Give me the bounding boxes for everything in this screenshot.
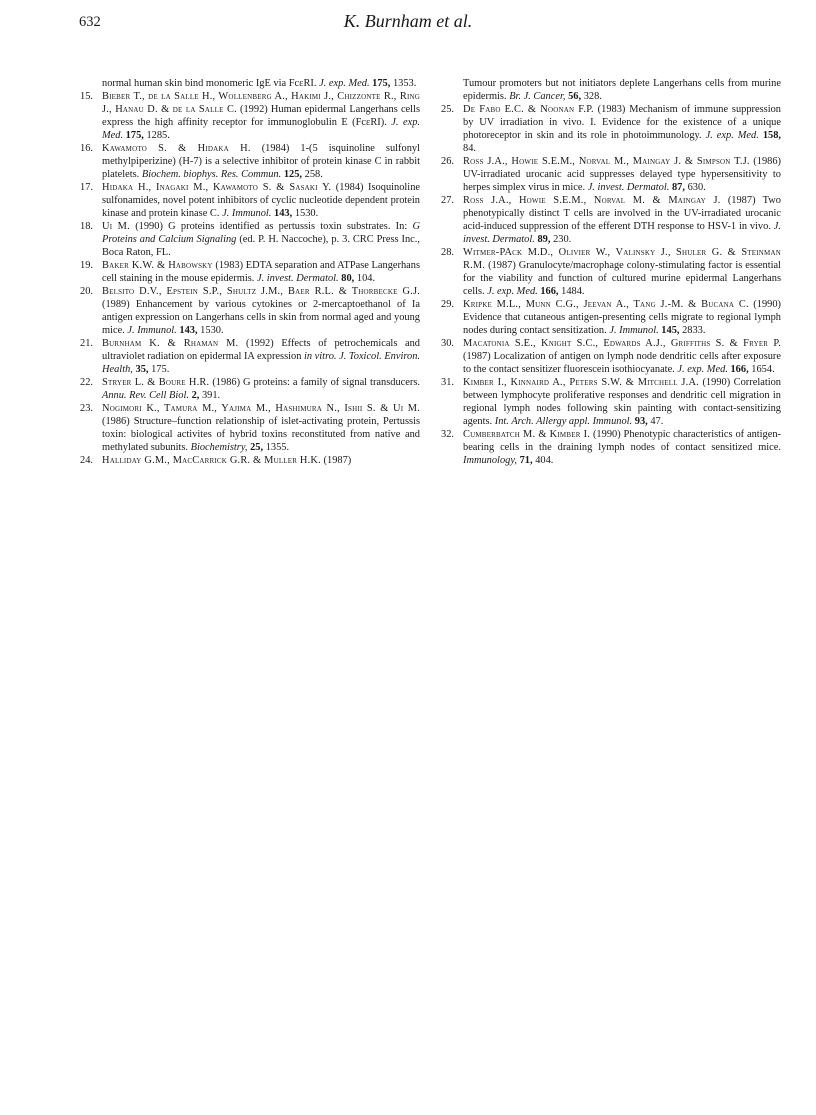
reference-title: (1983) Mechanism of immune suppression by UV irradiation in vivo. I. Evidence for the existence of a unique photoreceptor in skin and its role in photoimmunology. <box>463 104 781 141</box>
reference-pages: 47. <box>650 416 664 427</box>
reference-volume: 93, <box>634 416 648 427</box>
reference-entry <box>80 454 420 467</box>
reference-volume: 166, <box>540 286 559 297</box>
reference-pages: 2833. <box>682 325 706 336</box>
reference-authors: Ross J.A., Howie S.E.M., Norval M. & Maingay J. <box>463 195 721 206</box>
reference-title: (1984) Isoquinoline sulfonamides, novel potent inhibitors of cyclic nucleotide dependent protein kinase and protein kinase C. <box>102 182 420 219</box>
reference-pages: 1654. <box>751 364 775 375</box>
reference-number: 17. <box>80 182 93 193</box>
reference-journal: J. exp. Med. <box>319 78 370 89</box>
reference-authors: Macatonia S.E., Knight S.C., Edwards A.J., Griffiths S. & Fryer P. <box>463 338 781 349</box>
reference-pages: 1285. <box>146 130 170 141</box>
reference-pages: 258. <box>304 169 323 180</box>
reference-number: 24. <box>80 455 93 466</box>
reference-authors: Ui M. <box>102 221 130 232</box>
reference-pages: 1353. <box>392 78 417 89</box>
reference-entry <box>80 90 420 142</box>
reference-entry <box>441 77 781 103</box>
reference-title: (1987) Granulocyte/macrophage colony-stimulating factor is essential for the viability and function of cultured murine epidermal Langerhans cells. <box>463 260 781 297</box>
reference-title: (1989) Enhancement by various cytokines or 2-mercaptoethanol of Ia antigen expression on Langerhans cells in skin from normal aged and young mice. <box>102 299 420 336</box>
reference-journal: J. Immunol. <box>127 325 177 336</box>
reference-volume: 166, <box>730 364 749 375</box>
reference-number: 19. <box>80 260 93 271</box>
reference-title: (1987) <box>323 455 352 466</box>
reference-volume: 2, <box>191 390 200 401</box>
reference-journal: in vitro. J. Toxicol. Environ. Health, <box>102 351 421 375</box>
reference-title: (1992) Effects of petrochemicals and ultraviolet radiation on epidermal IA expression <box>102 338 420 362</box>
reference-authors: Kimber I., Kinnaird A., Peters S.W. & Mitchell J.A. <box>463 377 699 388</box>
reference-number: 23. <box>80 403 93 414</box>
reference-title: (1990) Correlation between lymphocyte proliferative responses and dendritic cell migration in regional lymph nodes following skin painting with contact-sensitizing agents. <box>463 377 781 427</box>
reference-number: 30. <box>441 338 454 349</box>
reference-title: (1992) Human epidermal Langerhans cells express the high affinity receptor for immunoglobulin E (FcεRI). <box>102 104 420 128</box>
reference-volume: 145, <box>661 325 680 336</box>
reference-journal: Biochemistry, <box>190 442 248 453</box>
reference-entry <box>441 298 781 337</box>
reference-entry <box>441 337 781 376</box>
reference-entry <box>80 285 420 337</box>
reference-journal: Annu. Rev. Cell Biol. <box>102 390 189 401</box>
reference-authors: Cumberbatch M. & Kimber I. <box>463 429 591 440</box>
reference-number: 32. <box>441 429 454 440</box>
reference-volume: 143, <box>179 325 198 336</box>
reference-journal: J. invest. Dermatol. <box>587 182 670 193</box>
reference-volume: 56, <box>568 91 582 102</box>
reference-entry <box>441 376 781 428</box>
reference-volume: 35, <box>135 364 149 375</box>
reference-number: 31. <box>441 377 454 388</box>
reference-volume: 158, <box>762 130 781 141</box>
reference-entry <box>80 77 420 90</box>
reference-pages: 175. <box>151 364 170 375</box>
reference-entry <box>441 246 781 298</box>
reference-pages: 84. <box>463 143 476 154</box>
reference-title: (1990) Evidence that cutaneous antigen-presenting cells migrate to regional lymph nodes during contact sensitization. <box>463 299 781 336</box>
reference-title: normal human skin bind monomeric IgE via FcεRI. <box>102 78 317 89</box>
reference-pages: 328. <box>583 91 602 102</box>
reference-entry <box>80 181 420 220</box>
reference-pages: (ed. P. H. Naccoche), p. 3. CRC Press Inc., Boca Raton, FL. <box>102 234 420 258</box>
reference-volume: 87, <box>671 182 685 193</box>
reference-authors: Belsito D.V., Epstein S.P., Shultz J.M., Baer R.L. & Thorbecke G.J. <box>102 286 420 297</box>
reference-number: 20. <box>80 286 93 297</box>
reference-volume: 71, <box>519 455 533 466</box>
reference-number: 22. <box>80 377 93 388</box>
reference-title: (1986) UV-irradiated urocanic acid suppresses delayed type hypersensitivity to herpes simplex virus in mice. <box>463 156 781 193</box>
reference-entry <box>441 428 781 467</box>
reference-pages: 404. <box>535 455 554 466</box>
reference-number: 27. <box>441 195 454 206</box>
reference-volume: 175, <box>372 78 391 89</box>
reference-journal: J. exp. Med. <box>677 364 728 375</box>
reference-journal: Br. J. Cancer, <box>509 91 566 102</box>
reference-authors: Kawamoto S. & Hidaka H. <box>102 143 251 154</box>
reference-entry <box>80 402 420 454</box>
reference-volume: 80, <box>341 273 355 284</box>
reference-authors: Halliday G.M., MacCarrick G.R. & Muller H.K. <box>102 455 321 466</box>
reference-volume: 25, <box>250 442 264 453</box>
reference-journal: J. Immunol. <box>609 325 659 336</box>
reference-entry <box>80 259 420 285</box>
reference-entry <box>441 103 781 155</box>
reference-number: 25. <box>441 104 454 115</box>
reference-journal: Int. Arch. Allergy appl. Immunol. <box>494 416 633 427</box>
reference-title: (1984) 1-(5 isquinoline sulfonyl methylpiperizine) (H-7) is a selective inhibitor of protein kinase C in rabbit platelets. <box>102 143 420 180</box>
reference-pages: 1530. <box>200 325 224 336</box>
reference-journal: J. exp. Med. <box>705 130 759 141</box>
reference-pages: 630. <box>687 182 706 193</box>
reference-journal: J. invest. Dermatol. <box>256 273 339 284</box>
reference-authors: Ross J.A., Howie S.E.M., Norval M., Maingay J. & Simpson T.J. <box>463 156 750 167</box>
reference-number: 28. <box>441 247 454 258</box>
reference-authors: Stryer L. & Boure H.R. <box>102 377 210 388</box>
reference-entry <box>80 337 420 376</box>
reference-authors: Bieber T., de la Salle H., Wollenberg A., Hakimi J., Chizzonte R., Ring J., Hanau D. & de la Salle C. <box>102 91 420 115</box>
reference-title: (1983) EDTA separation and ATPase Langerhans cell staining in the mouse epidermis. <box>102 260 421 284</box>
page-number: 632 <box>79 14 101 30</box>
reference-authors: De Fabo E.C. & Noonan F.P. <box>463 104 594 115</box>
reference-pages: 391. <box>201 390 221 401</box>
reference-volume: 125, <box>283 169 303 180</box>
reference-pages: 1530. <box>294 208 319 219</box>
reference-journal: J. Immunol. <box>222 208 272 219</box>
reference-authors: Baker K.W. & Habowsky <box>102 260 213 271</box>
reference-pages: 1355. <box>265 442 290 453</box>
reference-pages: 104. <box>356 273 376 284</box>
reference-entry <box>80 220 420 259</box>
reference-journal: J. exp. Med. <box>487 286 538 297</box>
right-column <box>441 77 781 467</box>
reference-authors: Witmer-PAck M.D., Olivier W., Valinsky J., Shuler G. & Steinman R.M. <box>463 247 781 271</box>
reference-pages: 230. <box>553 234 572 245</box>
reference-journal: J. invest. Dermatol. <box>463 221 781 245</box>
reference-title: (1987) Localization of antigen on lymph node dendritic cells after exposure to the contact sensitizer fluorescein isothiocyanate. <box>463 351 781 375</box>
reference-number: 15. <box>80 91 93 102</box>
reference-volume: 89, <box>537 234 551 245</box>
running-head: K. Burnham et al. <box>343 11 473 31</box>
reference-entry <box>80 376 420 402</box>
reference-journal: G Proteins and Calcium Signaling <box>102 221 421 245</box>
reference-authors: Nogimori K., Tamura M., Yajima M., Hashimura N., Ishii S. & Ui M. <box>102 403 420 414</box>
reference-title: (1986) Structure–function relationship of islet-activating protein, Pertussis toxin: biological activites of hybrid toxins reconstituted from native and methylated subunits. <box>102 416 420 453</box>
reference-authors: Hidaka H., Inagaki M., Kawamoto S. & Sasaki Y. <box>102 182 332 193</box>
reference-journal: J. exp. Med. <box>102 117 420 141</box>
reference-title: Tumour promoters but not initiators deplete Langerhans cells from murine epidermis. <box>463 78 781 102</box>
reference-title: (1990) Phenotypic characteristics of antigen-bearing cells in the draining lymph nodes of contact sensitized mice. <box>463 429 782 453</box>
reference-title: (1987) Two phenotypically distinct T cells are involved in the UV-irradiated urocanic acid-induced suppression of the efferent DTH response to HSV-1 in vivo. <box>463 195 781 232</box>
reference-pages: 1484. <box>561 286 585 297</box>
reference-entry <box>441 194 781 246</box>
reference-entry <box>80 142 420 181</box>
reference-authors: Burnham K. & Rhaman M. <box>102 338 239 349</box>
reference-journal: Immunology, <box>463 455 517 466</box>
reference-volume: 175, <box>125 130 144 141</box>
reference-title: (1990) G proteins identified as pertussis toxin substrates. In: <box>135 221 408 232</box>
reference-journal: Biochem. biophys. Res. Commun. <box>141 169 282 180</box>
reference-number: 26. <box>441 156 454 167</box>
reference-number: 18. <box>80 221 93 232</box>
reference-number: 21. <box>80 338 93 349</box>
reference-authors: Kripke M.L., Munn C.G., Jeevan A., Tang J.-M. & Bucana C. <box>463 299 749 310</box>
reference-number: 16. <box>80 143 93 154</box>
reference-title: (1986) G proteins: a family of signal transducers. <box>212 377 420 388</box>
reference-volume: 143, <box>274 208 293 219</box>
left-column <box>80 77 420 467</box>
reference-number: 29. <box>441 299 454 310</box>
reference-entry <box>441 155 781 194</box>
